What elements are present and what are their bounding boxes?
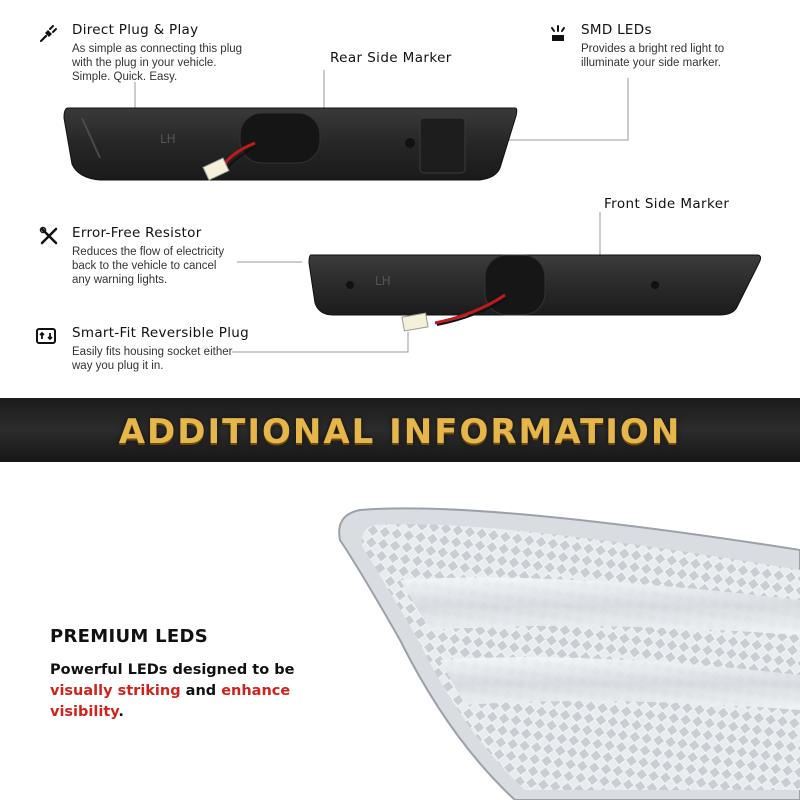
feature-title: SMD LEDs [581, 22, 652, 38]
desc-line: back to the vehicle to cancel [72, 260, 217, 272]
led-icon [547, 22, 569, 44]
callout-line-smartfit [232, 332, 408, 352]
section-banner [0, 398, 800, 462]
feature-title: Error-Free Resistor [72, 225, 202, 241]
housing-tag: LH [160, 132, 176, 146]
rear-marker-label: Rear Side Marker [330, 50, 452, 66]
desc-line: illuminate your side marker. [581, 57, 721, 69]
wrench-icon [38, 225, 60, 247]
premium-desc-text: . [118, 704, 124, 720]
housing-tag: LH [375, 274, 391, 288]
rear-side-marker-image [60, 98, 520, 198]
premium-desc-text: and [180, 683, 222, 699]
front-side-marker-image [305, 245, 765, 335]
desc-line: with the plug in your vehicle. [72, 57, 217, 69]
premium-highlight: enhance [221, 683, 291, 699]
premium-highlight: visibility [50, 704, 119, 720]
feature-desc [72, 345, 232, 373]
led-bulb [402, 313, 428, 331]
reverse-arrows-icon [34, 325, 58, 347]
feature-title: Smart-Fit Reversible Plug [72, 325, 249, 341]
banner-title: ADDITIONAL INFORMATION [118, 412, 682, 452]
feature-title: Direct Plug & Play [72, 22, 199, 38]
desc-line: As simple as connecting this plug [72, 43, 243, 55]
plug-icon [38, 22, 60, 44]
desc-line: Reduces the flow of electricity [72, 246, 225, 258]
desc-line: Simple. Quick. Easy. [72, 71, 178, 83]
premium-desc [50, 660, 340, 723]
feature-desc [72, 42, 242, 84]
desc-line: way you plug it in. [72, 360, 164, 372]
premium-title: PREMIUM LEDS [50, 626, 209, 647]
front-marker-label: Front Side Marker [604, 196, 730, 212]
desc-line: Easily fits housing socket either [72, 346, 233, 358]
premium-highlight: visually striking [50, 683, 181, 699]
premium-desc-text: Powerful LEDs designed to be [50, 662, 295, 678]
feature-desc [72, 245, 224, 287]
feature-desc [581, 42, 724, 70]
desc-line: any warning lights. [72, 274, 168, 286]
clear-lens-closeup-image [300, 490, 800, 800]
desc-line: Provides a bright red light to [581, 43, 725, 55]
